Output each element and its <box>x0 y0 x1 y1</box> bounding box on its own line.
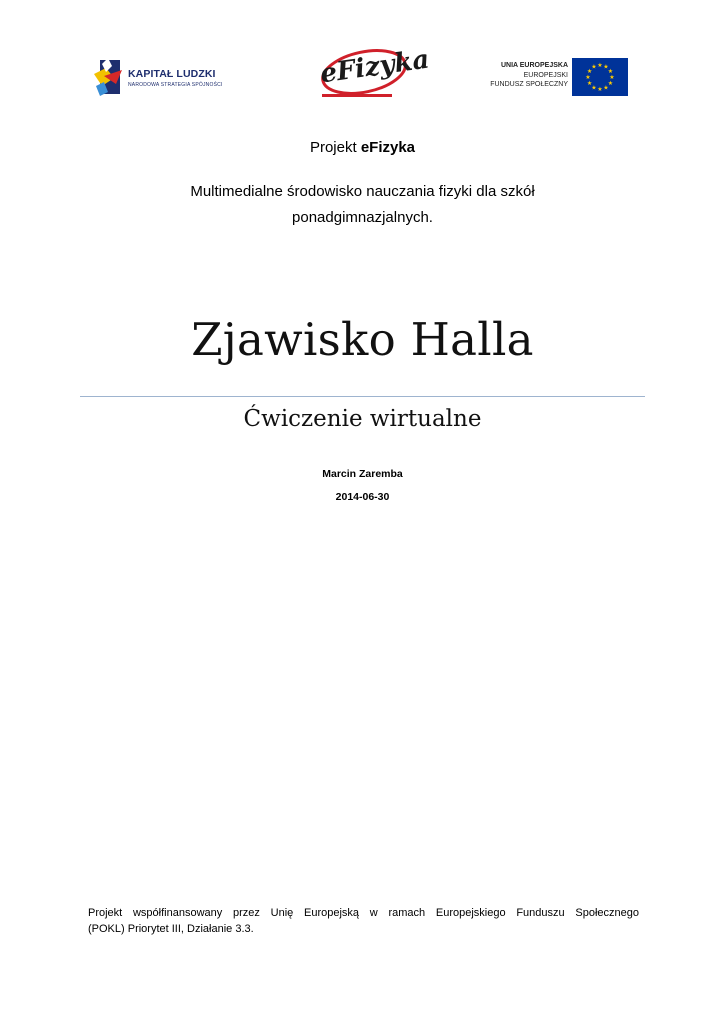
eu-star-icon: ★ <box>585 75 591 81</box>
project-description-line-1: Multimedialne środowisko nauczania fizyki dla szkół <box>190 183 535 200</box>
eu-stars-icon <box>572 58 628 96</box>
eu-line-1: UNIA EUROPEJSKA <box>500 62 568 69</box>
eu-star-icon: ★ <box>609 75 615 81</box>
funding-note <box>88 905 639 937</box>
document-title: Zjawisko Halla <box>191 313 534 366</box>
efizyka-logo <box>314 44 432 104</box>
eu-line-3: FUNDUSZ SPOŁECZNY <box>490 81 568 88</box>
project-heading <box>0 139 725 156</box>
eu-social-fund-logo <box>482 58 628 96</box>
eu-star-icon: ★ <box>597 63 603 69</box>
eu-star-icon: ★ <box>586 69 593 75</box>
document-subtitle: Ćwiczenie wirtualne <box>243 406 482 432</box>
eu-star-icon: ★ <box>607 69 614 75</box>
eu-star-icon: ★ <box>586 81 593 87</box>
kapital-ludzki-title: KAPITAŁ LUDZKI <box>128 68 216 80</box>
funding-note-line-1: Projekt współfinansowany przez Unię Europejską w ramach Europejskiego Funduszu Społecznego <box>88 907 639 919</box>
eu-star-icon: ★ <box>603 64 609 71</box>
kapital-ludzki-emblem-icon <box>92 56 126 98</box>
title-divider <box>80 396 645 397</box>
eu-star-icon: ★ <box>597 87 603 93</box>
project-prefix: Projekt <box>309 139 361 156</box>
eu-star-icon: ★ <box>591 85 597 92</box>
author-name: Marcin Zaremba <box>322 468 403 480</box>
kapital-ludzki-logo <box>92 56 232 98</box>
funding-note-line-2: (POKL) Priorytet III, Działanie 3.3. <box>88 923 254 935</box>
eu-star-icon: ★ <box>607 81 614 87</box>
eu-logo-text <box>490 61 568 90</box>
efizyka-logo-text: eFizyka <box>318 44 432 90</box>
project-name: eFizyka <box>360 139 416 156</box>
kapital-ludzki-subtitle: NARODOWA STRATEGIA SPÓJNOŚCI <box>128 82 223 88</box>
document-date: 2014-06-30 <box>335 491 390 503</box>
eu-flag-icon <box>572 58 628 96</box>
eu-star-icon: ★ <box>591 64 597 71</box>
project-description-line-2: ponadgimnazjalnych. <box>292 209 433 226</box>
eu-star-icon: ★ <box>603 85 609 92</box>
eu-line-2: EUROPEJSKI <box>523 71 568 79</box>
project-description <box>0 179 725 231</box>
